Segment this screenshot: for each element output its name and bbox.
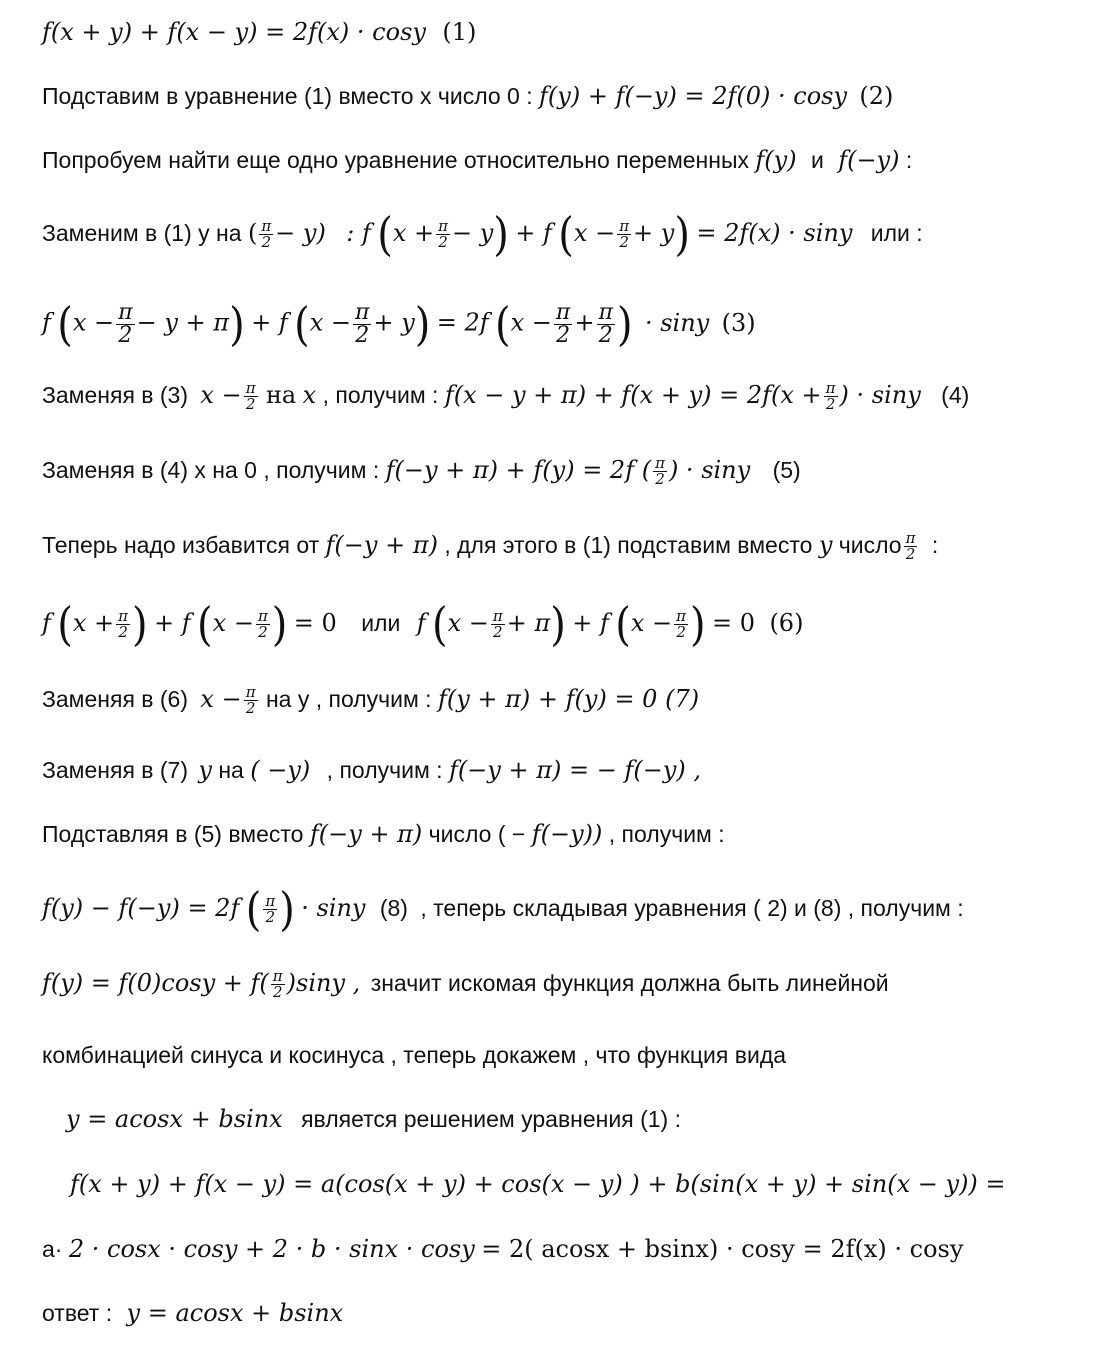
fraction-pi-over-2: $\frac{\pi}{2}$ bbox=[492, 607, 503, 642]
fraction-pi-over-2: $\frac{\pi}{2}$ bbox=[438, 217, 448, 252]
equation-number: (2) bbox=[859, 82, 894, 110]
equation-number: (3) bbox=[721, 308, 756, 337]
fraction-pi-over-2: $\frac{\pi}{2}$ bbox=[118, 607, 129, 642]
step-replace-to-y: Заменяя в (6) x − $\frac{\pi}{2}$ на y , получим : f(y + π) + f(y) = 0 (7) bbox=[42, 683, 700, 718]
fraction-pi-over-2: $\frac{\pi}{2}$ bbox=[245, 683, 256, 718]
step-substitute-zero bbox=[42, 81, 893, 111]
variable-f-y: f(y) bbox=[755, 146, 797, 174]
step-x-zero: Заменяя в (4) x на 0 , получим : f(−y + π) + f(y) = 2f ( $\frac{\pi}{2}$ ) · siny (5) bbox=[42, 454, 801, 489]
step-text: Попробуем найти еще одно уравнение относительно переменных bbox=[42, 147, 749, 173]
equation-number: (1) bbox=[442, 18, 477, 46]
equation-3: f (x − $\frac{\pi}{2}$ − y + π) + f (x − $\frac{\pi}{2}$ + y) = 2f (x − $\frac{\pi}{2}$ + $\frac{\pi}{2}$ ) · siny (3) bbox=[42, 298, 756, 351]
fraction-pi-over-2: $\frac{\pi}{2}$ bbox=[261, 217, 272, 252]
fraction-pi-over-2: $\frac{\pi}{2}$ bbox=[676, 607, 687, 642]
fraction-pi-over-2: $\frac{\pi}{2}$ bbox=[655, 454, 665, 489]
equation-number: (8) bbox=[379, 895, 408, 921]
equation-7: f(y + π) + f(y) = 0 (7) bbox=[437, 685, 700, 713]
fraction-pi-over-2: $\frac{\pi}{2}$ bbox=[257, 607, 268, 642]
step-replace-x: Заменяя в (3) x − $\frac{\pi}{2}$ на x , получим : f(x − y + π) + f(x + y) = 2f(x + $\frac{\pi}{2}$ ) · siny (4) bbox=[42, 379, 970, 414]
step-text: Подставим в уравнение (1) вместо x число 0 : bbox=[42, 83, 533, 109]
step-replace-y: Заменим в (1) y на ( $\frac{\pi}{2}$ − y) : f (x + $\frac{\pi}{2}$ − y) + f (x − $\frac{\pi}{2}$ + y) = 2f(x) · siny или : bbox=[42, 208, 923, 262]
general-form: f(y) = f(0)cosy + f( $\frac{\pi}{2}$ )siny , значит искомая функция должна быть линейной bbox=[42, 967, 889, 1002]
functional-equation: f(x + y) + f(x − y) = 2f(x) · cosy bbox=[42, 18, 426, 46]
fraction-pi-over-2: $\frac{\pi}{2}$ bbox=[272, 967, 283, 1002]
equation-8: f(y) − f(−y) = 2f ( $\frac{\pi}{2}$ ) · siny (8) , теперь складывая уравнения ( 2) и (8) , получим : bbox=[42, 883, 964, 937]
candidate-solution: y = acosx + bsinx является решением уравнения (1) : bbox=[66, 1105, 681, 1133]
colon: : bbox=[905, 147, 913, 173]
equation-number: (4) bbox=[941, 382, 970, 408]
fraction-pi-over-2: $\frac{\pi}{2}$ bbox=[619, 217, 630, 252]
conjunction: и bbox=[810, 147, 824, 173]
verification-step-1: f(x + y) + f(x − y) = a(cos(x + y) + cos(x − y) ) + b(sin(x + y) + sin(x − y)) = bbox=[70, 1170, 1006, 1198]
step-substitute-into-5: Подставляя в (5) вместо f(−y + π) число ( − f(−y)) , получим : bbox=[42, 820, 725, 848]
equation-6: f (x + $\frac{\pi}{2}$ ) + f (x − $\frac{\pi}{2}$ ) = 0 или f (x − $\frac{\pi}{2}$ + π) + f (x − $\frac{\pi}{2}$ ) = 0 (6) bbox=[42, 598, 804, 652]
equation-1 bbox=[42, 17, 476, 47]
step-prove: комбинацией синуса и косинуса , теперь докажем , что функция вида bbox=[42, 1042, 787, 1068]
step-eliminate: Теперь надо избавится от f(−y + π) , для этого в (1) подставим вместо y число $\frac{\pi}{2}$ : bbox=[42, 529, 939, 564]
equation-number: (5) bbox=[772, 457, 801, 483]
equation-number: (6) bbox=[769, 609, 804, 637]
fraction-pi-over-2: $\frac{\pi}{2}$ bbox=[265, 892, 276, 927]
variable-f-neg-y: f(−y) bbox=[838, 146, 900, 174]
step-find-another-equation bbox=[42, 145, 912, 175]
fraction-pi-over-2: $\frac{\pi}{2}$ bbox=[555, 300, 571, 348]
fraction-pi-over-2: $\frac{\pi}{2}$ bbox=[118, 300, 133, 348]
fraction-pi-over-2: $\frac{\pi}{2}$ bbox=[245, 379, 256, 414]
fraction-pi-over-2: $\frac{\pi}{2}$ bbox=[905, 529, 916, 564]
verification-step-2: a· 2 · cosx · cosy + 2 · b · sinx · cosy = 2( acosx + bsinx) · cosy = 2f(x) · cosy bbox=[42, 1235, 964, 1263]
equation-2: f(y) + f(−y) = 2f(0) · cosy bbox=[539, 82, 848, 110]
fraction-pi-over-2: $\frac{\pi}{2}$ bbox=[598, 300, 613, 348]
step-text: Заменим в (1) y на bbox=[42, 220, 242, 246]
fraction-pi-over-2: $\frac{\pi}{2}$ bbox=[825, 379, 836, 414]
step-replace-neg-y: Заменяя в (7) y на ( −y) , получим : f(−y + π) = − f(−y) , bbox=[42, 756, 701, 784]
answer: ответ : y = acosx + bsinx bbox=[42, 1299, 344, 1327]
fraction-pi-over-2: $\frac{\pi}{2}$ bbox=[354, 300, 370, 348]
